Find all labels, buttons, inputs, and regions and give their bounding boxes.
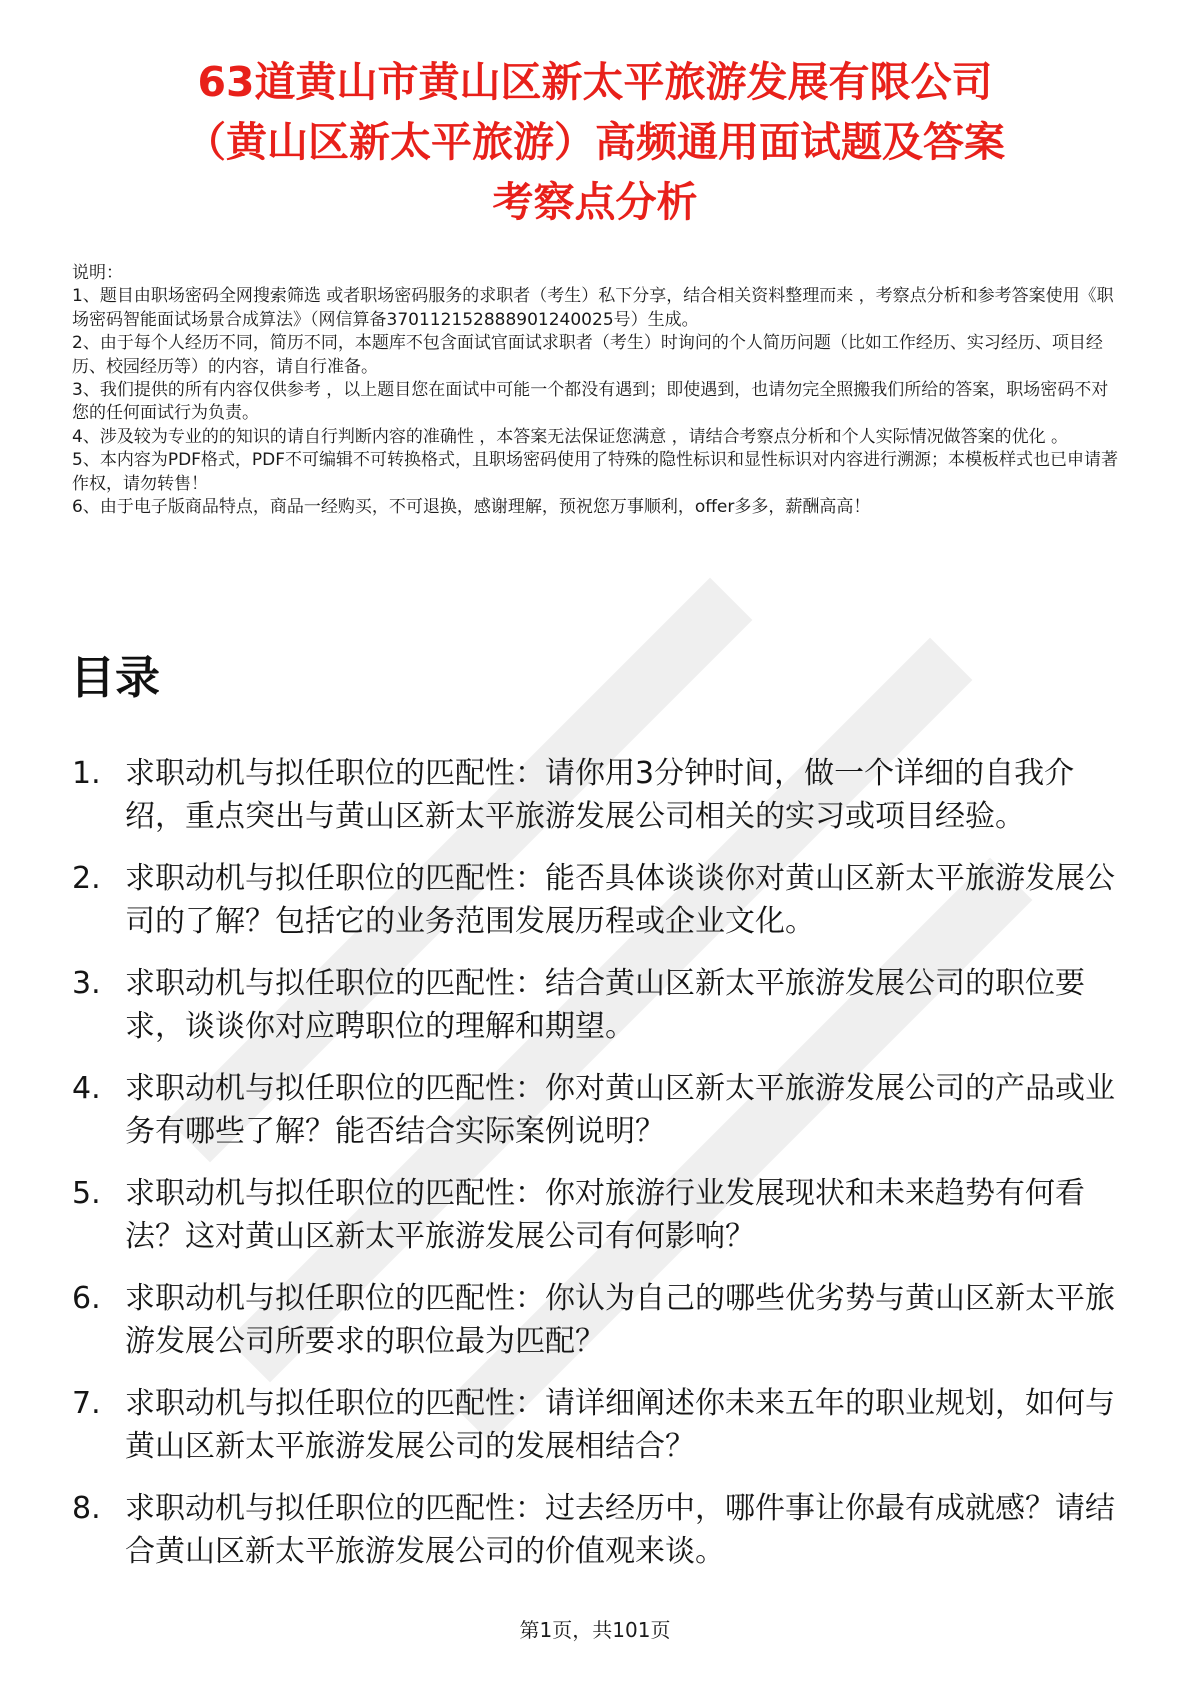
toc-heading: 目录: [70, 651, 161, 704]
toc-item[interactable]: [72, 857, 1132, 943]
toc-item-text: 求职动机与拟任职位的匹配性：请你用3分钟时间，做一个详细的自我介绍，重点突出与黄山区新太平旅游发展公司相关的实习或项目经验。: [125, 756, 1075, 834]
toc-item-text: 求职动机与拟任职位的匹配性：结合黄山区新太平旅游发展公司的职位要求，谈谈你对应聘职位的理解和期望。: [125, 966, 1085, 1044]
toc-item-number: 7.: [72, 1386, 101, 1421]
instruction-item: 6、由于电子版商品特点，商品一经购买，不可退换，感谢理解，预祝您万事顺利，offer多多，薪酬高高！: [72, 497, 871, 518]
toc-item-number: 4.: [72, 1071, 101, 1106]
toc-item[interactable]: [72, 962, 1132, 1048]
toc-item-number: 6.: [72, 1281, 101, 1316]
toc-item[interactable]: [72, 752, 1132, 838]
instruction-item: 3、我们提供的所有内容仅供参考 ，以上题目您在面试中可能一个都没有遇到；即使遇到，也请勿完全照搬我们所给的答案，职场密码不对您的任何面试行为负责。: [72, 380, 1109, 424]
title-line: 考察点分析: [492, 178, 698, 226]
instruction-item: 1、题目由职场密码全网搜索筛选 或者职场密码服务的求职者（考生）私下分享，结合相关资料整理而来 ，考察点分析和参考答案使用《职场密码智能面试场景合成算法》（网信算备370112152888901240025号）生成。: [72, 286, 1114, 330]
instruction-item: 2、由于每个人经历不同，简历不同，本题库不包含面试官面试求职者（考生）时询问的个人简历问题（比如工作经历、实习经历、项目经历、校园经历等）的内容，请自行准备。: [72, 333, 1103, 377]
toc-item[interactable]: [72, 1487, 1132, 1573]
document-title: [60, 52, 1130, 232]
table-of-contents: [72, 752, 1132, 1592]
toc-item[interactable]: [72, 1067, 1132, 1153]
toc-item-number: 3.: [72, 966, 101, 1001]
instruction-item: 4、涉及较为专业的的知识的请自行判断内容的准确性 ，本答案无法保证您满意 ，请结合考察点分析和个人实际情况做答案的优化 。: [72, 426, 1069, 447]
toc-item-number: 2.: [72, 861, 101, 896]
toc-item-text: 求职动机与拟任职位的匹配性：能否具体谈谈你对黄山区新太平旅游发展公司的了解？包括它的业务范围发展历程或企业文化。: [125, 861, 1115, 939]
toc-item-number: 1.: [72, 756, 101, 791]
instruction-item: 5、本内容为PDF格式，PDF不可编辑不可转换格式，且职场密码使用了特殊的隐性标识和显性标识对内容进行溯源；本模板样式也已申请著作权，请勿转售！: [72, 450, 1119, 494]
toc-item[interactable]: [72, 1277, 1132, 1363]
toc-item-text: 求职动机与拟任职位的匹配性：请详细阐述你未来五年的职业规划，如何与黄山区新太平旅游发展公司的发展相结合？: [125, 1386, 1115, 1464]
toc-item[interactable]: [72, 1382, 1132, 1468]
toc-item-text: 求职动机与拟任职位的匹配性：过去经历中，哪件事让你最有成就感？请结合黄山区新太平旅游发展公司的价值观来谈。: [125, 1491, 1115, 1569]
toc-item-number: 8.: [72, 1491, 101, 1526]
instructions-heading: 说明：: [72, 263, 123, 283]
toc-item-text: 求职动机与拟任职位的匹配性：你认为自己的哪些优劣势与黄山区新太平旅游发展公司所要求的职位最为匹配？: [125, 1281, 1115, 1359]
title-line: （黄山区新太平旅游）高频通用面试题及答案: [185, 118, 1005, 166]
toc-item-number: 5.: [72, 1176, 101, 1211]
toc-item[interactable]: [72, 1172, 1132, 1258]
toc-item-text: 求职动机与拟任职位的匹配性：你对黄山区新太平旅游发展公司的产品或业务有哪些了解？能否结合实际案例说明？: [125, 1071, 1115, 1149]
toc-item-text: 求职动机与拟任职位的匹配性：你对旅游行业发展现状和未来趋势有何看法？这对黄山区新太平旅游发展公司有何影响？: [125, 1176, 1085, 1254]
title-line: 63道黄山市黄山区新太平旅游发展有限公司: [197, 58, 993, 106]
page-footer: 第1页，共101页: [519, 1618, 671, 1642]
instructions-section: [72, 262, 1122, 519]
